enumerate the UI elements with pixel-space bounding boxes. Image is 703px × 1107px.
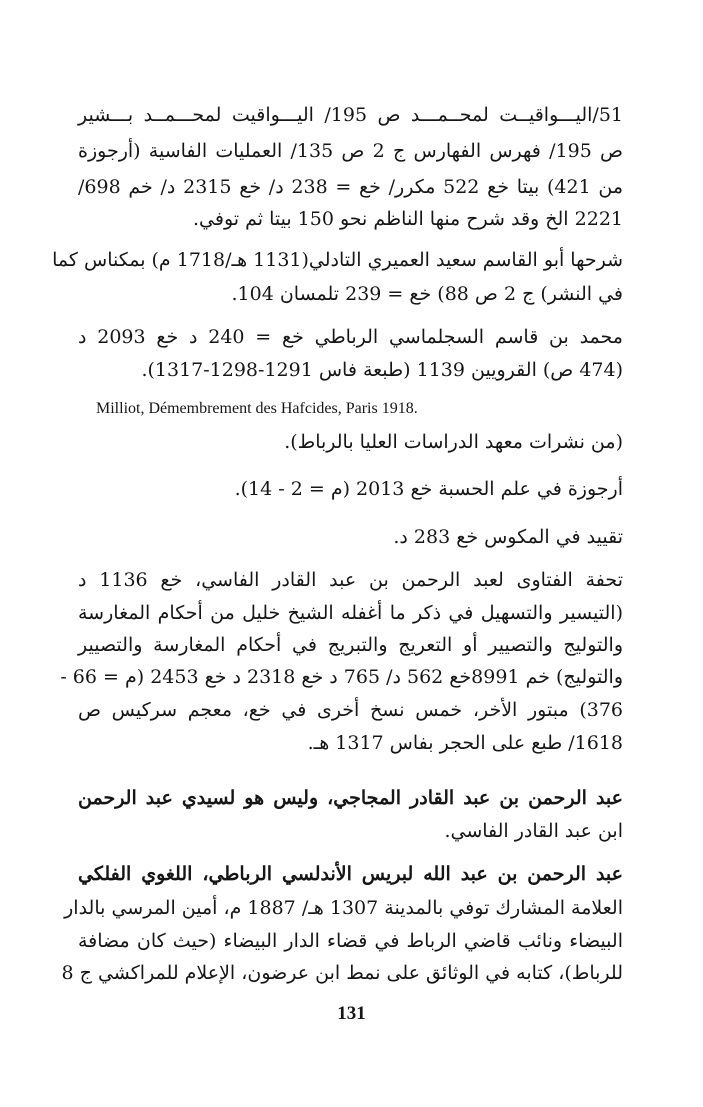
text-line: والتوليج والتصيير أو التعريج والتبريج في أحكام المغارسة والتصيير [78, 634, 623, 656]
text-line: في النشر) ج 2 ص 88) خع = 239 تلمسان 104. [231, 283, 623, 305]
text-line: تحفة الفتاوى لعبد الرحمن بن عبد القادر الفاسي، خع 1136 د [78, 569, 623, 591]
text-line: (474 ص) القرويين 1139 (طبعة فاس 1291-1298-1317). [141, 359, 623, 381]
text-line: للرباط)، كتابه في الوثائق على نمط ابن عرضون، الإعلام للمراكشي ج 8 [61, 962, 623, 984]
text-line: (من نشرات معهد الدراسات العليا بالرباط). [284, 431, 623, 453]
text-line: 51/اليـــواقيــت لمحــمـــد ص 195/ اليـــواقيت لمحـــمــد بـــشير [78, 104, 623, 126]
text-line: أرجوزة في علم الحسبة خع 2013 (م = 2 - 14). [234, 478, 623, 500]
text-line: العلامة المشارك توفي بالمدينة 1307 هـ/ 1887 م، أمين المرسي بالدار [64, 897, 623, 919]
entry-heading-line: عبد الرحمن بن عبد القادر المجاجي، وليس هو لسيدي عبد الرحمن [78, 787, 623, 809]
text-line: 1618/ طبع على الحجر بفاس 1317 هـ. [307, 732, 623, 754]
text-line: محمد بن قاسم السجلماسي الرباطي خع = 240 د خع 2093 د [78, 326, 623, 348]
text-line: ص 195/ فهرس الفهارس ج 2 ص 135/ العمليات الفاسية (أرجوزة [78, 140, 623, 162]
text-line: 376) مبتور الأخر، خمس نسخ أخرى في خع، معجم سركيس ص [78, 699, 623, 721]
text-line: والتوليج) خم 8991خع 562 د/ 765 د خع 2318 د خع 2453 (م = 66 - [60, 666, 623, 688]
text-line: 2221 الخ وقد شرح منها الناظم نحو 150 بيتا ثم توفي. [193, 208, 623, 230]
text-line: تقييد في المكوس خع 283 د. [393, 526, 623, 548]
text-line: من 421) بيتا خع 522 مكرر/ خع = 238 د/ خع 2315 د/ خم 698/ [78, 176, 624, 198]
text-line: البيضاء ونائب قاضي الرباط في قضاء الدار البيضاء (حيث كان مضافة [78, 930, 623, 952]
page-number: 131 [337, 1003, 366, 1024]
text-line: ابن عبد القادر الفاسي. [444, 820, 623, 842]
text-line: (التيسير والتسهيل في ذكر ما أغفله الشيخ خليل من أحكام المغارسة [78, 602, 623, 624]
text-line: شرحها أبو القاسم سعيد العميري التادلي(1131 هـ/1718 م) بمكناس كما [52, 249, 623, 271]
latin-reference: Milliot, Démembrement des Hafcides, Paris 1918. [96, 400, 418, 417]
entry-heading-line: عبد الرحمن بن عبد الله لبريس الأندلسي الرباطي، اللغوي الفلكي [78, 863, 623, 885]
